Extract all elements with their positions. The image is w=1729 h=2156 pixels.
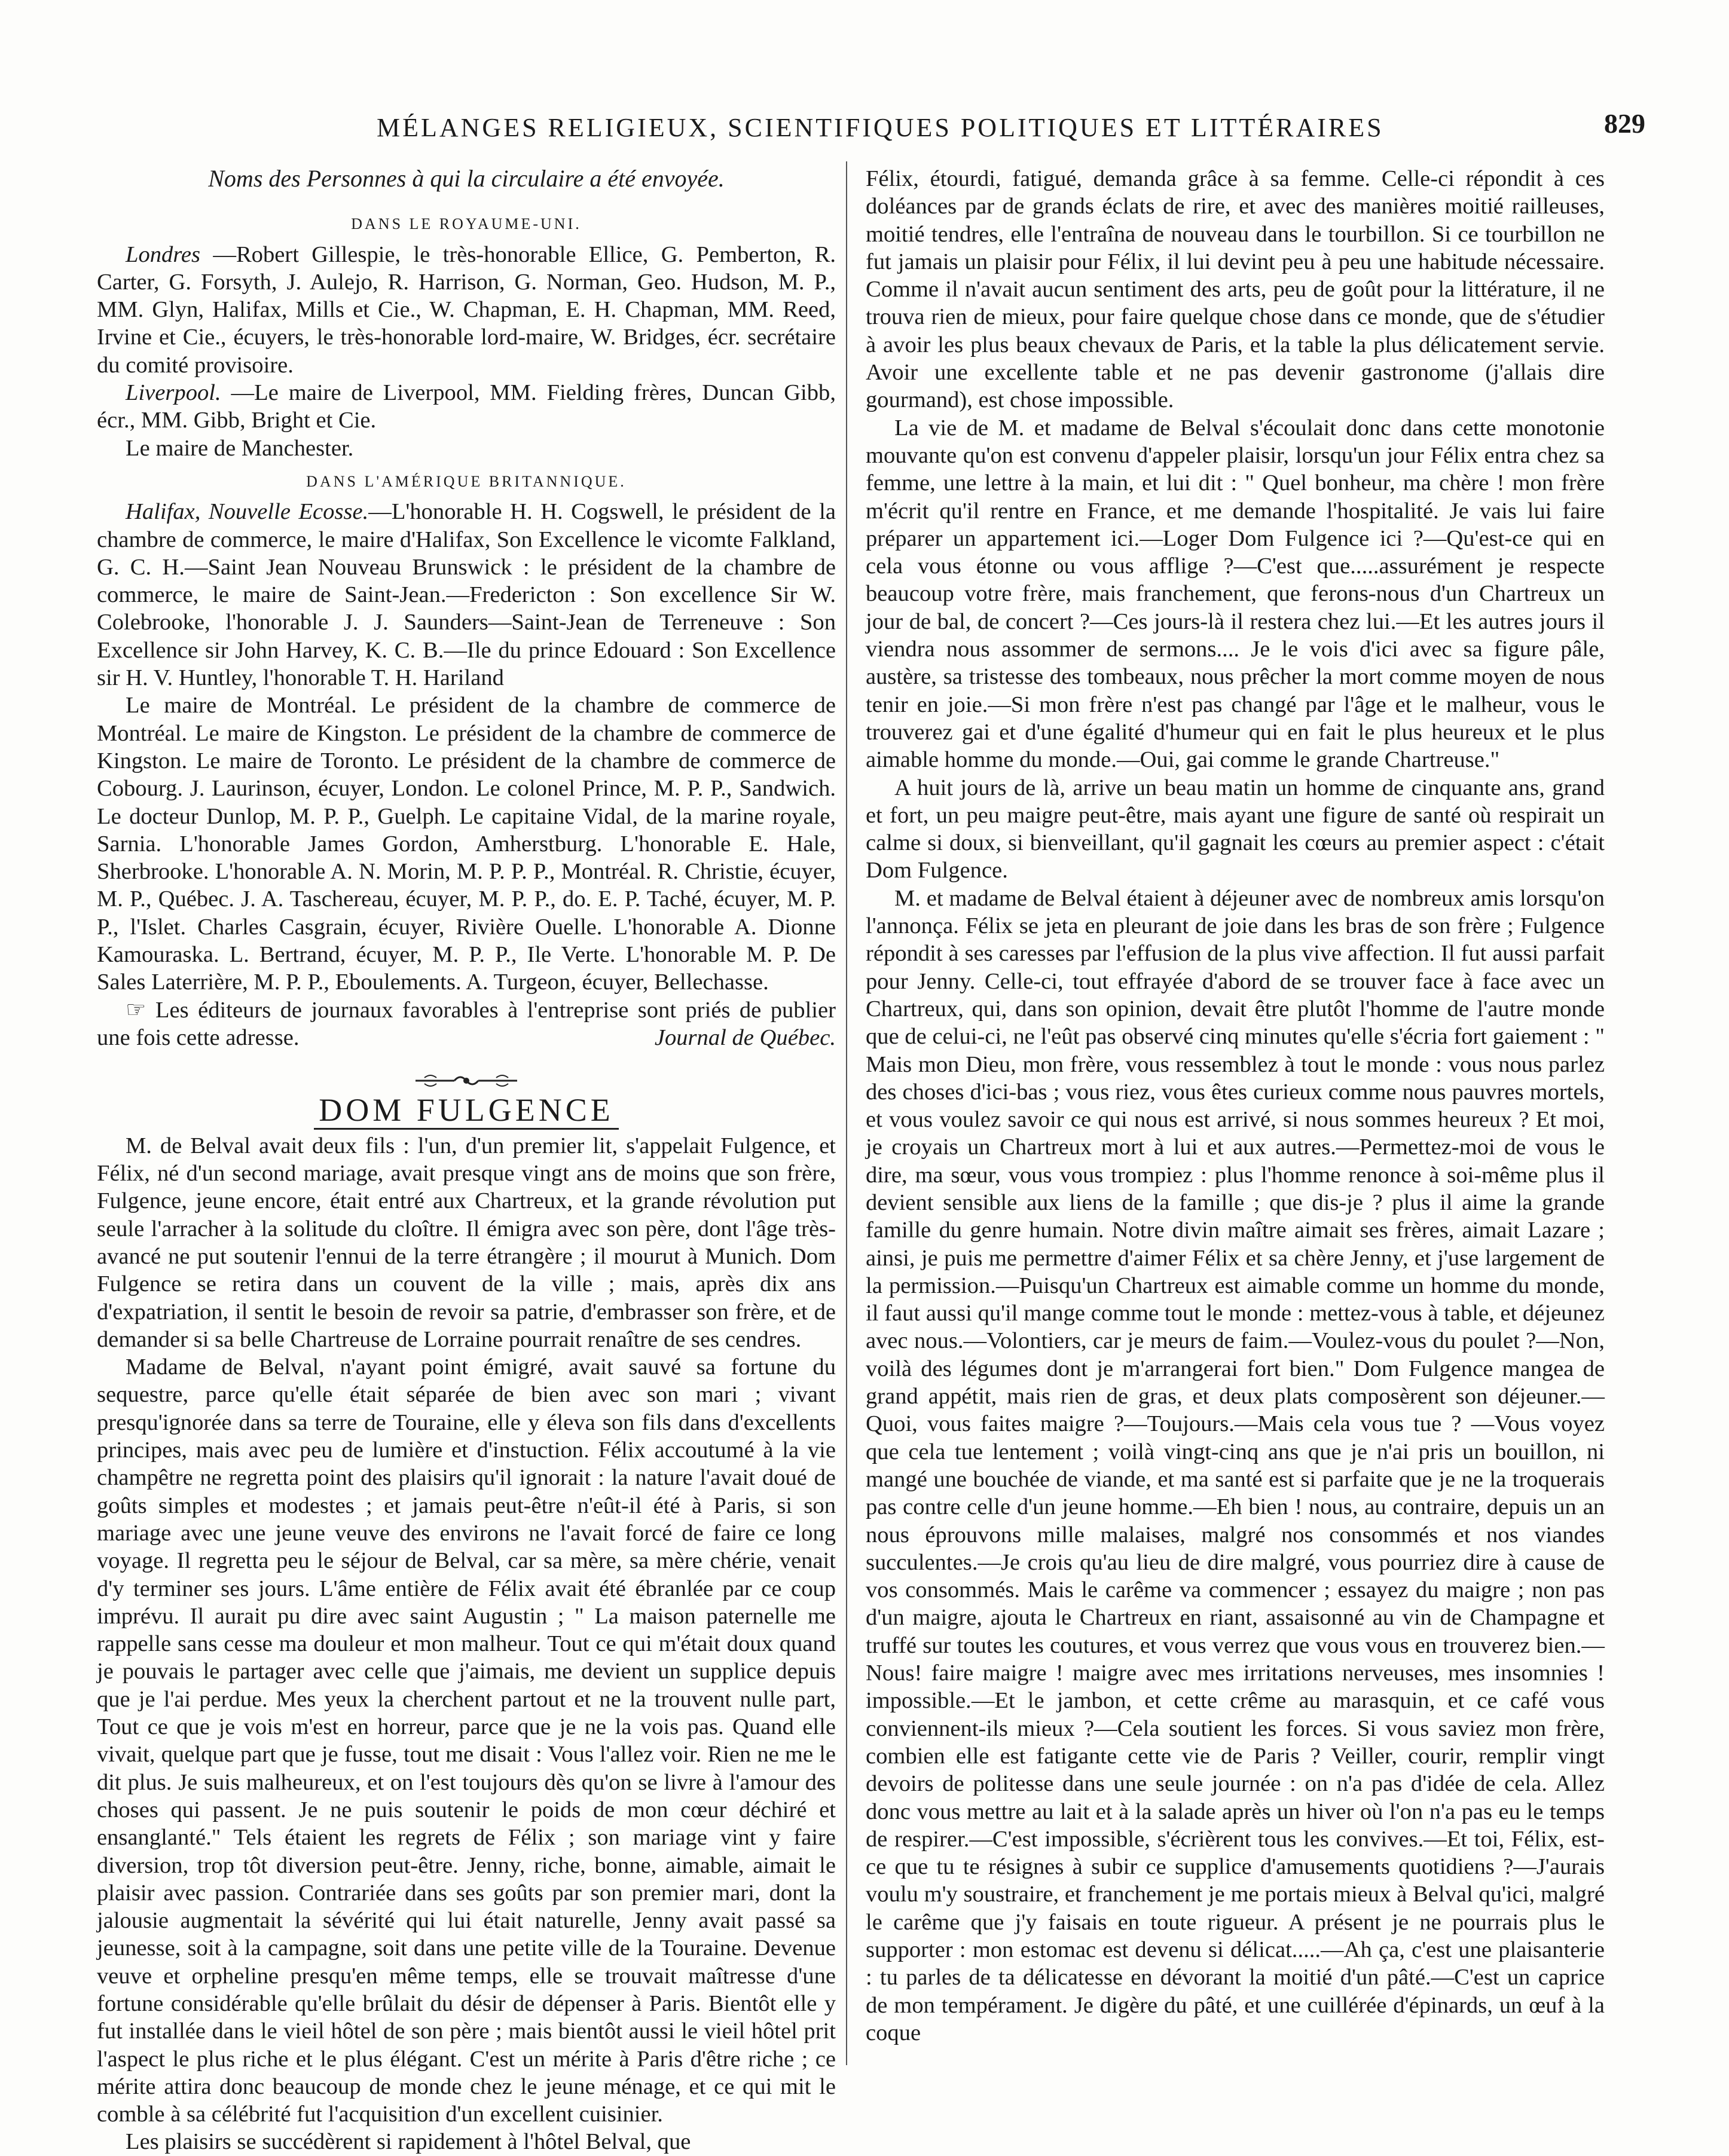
story-paragraph: M. de Belval avait deux fils : l'un, d'un premier lit, s'appelait Fulgence, et Félix, né d'un second mariage, avait presque vingt ans de moins que son frère, Fulgence, jeune encore, était entré aux Chartreux, et la grande révolution put seule l'arracher à la solitude du cloître. Il émigra avec son père, dont l'âge très-avancé ne put soutenir l'ennui de la terre étrangère ; il mourut à Munich. Dom Fulgence se retira dans un couvent de la ville ; mais, après dix ans d'expatriation, il sentit le besoin de revoir sa patrie, d'embrasser son frère, et de demander si sa belle Chartreuse de Lorraine pourrait renaître de ses cendres.	[97, 1133, 836, 1352]
running-head	[96, 100, 1657, 148]
list-entry	[97, 692, 836, 996]
section-heading: DANS LE ROYAUME-UNI.	[351, 215, 582, 233]
page-number: 829	[1604, 108, 1645, 139]
list-entry	[97, 379, 836, 435]
list-entry	[97, 498, 836, 692]
story-paragraph: Madame de Belval, n'ayant point émigré, avait sauvé sa fortune du sequestre, parce qu'elle était séparée de bien avec son mari ; vivant presqu'ignorée dans sa terre de Touraine, elle y éleva son fils dans d'excellents principes, mais avec peu de lumière et d'instuction. Félix accoutumé à la vie champêtre ne regretta point des plaisirs qu'il ignorait : la nature l'avait doué de goûts simples et modestes ; et jamais peut-être n'eût-il été à Paris, si son mariage avec une jeune veuve des environs ne l'avait forcé de faire ce long voyage. Il regretta peu le séjour de Belval, car sa mère, sa mère chérie, venait d'y terminer ses jours. L'âme entière de Félix avait été ébranlée par ce coup imprévu. Il aurait pu dire avec saint Augustin ; " La maison paternelle me rappelle sans cesse ma douleur et mon malheur. Tout ce qui m'était doux quand je pouvais le partager avec celle que j'aimais, me devient un supplice depuis que je l'ai perdue. Mes yeux la cherchent partout et ne la trouvent nulle part, Tout ce que je vois m'est en horreur, parce que je ne la vois pas. Quand elle vivait, quelque part que je fusse, tout me disait : Vous l'allez voir. Rien ne me le dit plus. Je suis malheureux, et on l'est toujours dès qu'on se livre à l'amour des choses qui passent. Je ne puis soutenir le poids de mon cœur déchiré et ensanglanté." Tels étaient les regrets de Félix ; son mariage vint y faire diversion, trop tôt diversion peut-être. Jenny, riche, bonne, aimable, aimait le plaisir avec passion. Contrariée dans ses goûts par son premier mari, dont la jalousie augmentait la sévérité qui lui était naturelle, Jenny avait passé sa jeunesse, soit à la campagne, soit dans une petite ville de la Touraine. Devenue veuve et orpheline presqu'en même temps, elle se trouvait maîtresse d'une fortune considérable qu'elle brûlait du désir de dépenser à Paris. Bientôt elle y fut installée dans le vieil hôtel de son père ; mais bientôt aussi le vieil hôtel prit l'aspect le plus riche et le plus élégant. C'est un mérite à Paris d'être riche ; ce mérite attira donc beaucoup de monde chez le jeune ménage, et ce qui mit le comble à sa célébrité fut l'acquisition d'un excellent cuisinier.	[97, 1354, 836, 2127]
story-title-text: DOM FULGENCE	[314, 1092, 619, 1130]
story-paragraph: Félix, étourdi, fatigué, demanda grâce à sa femme. Celle-ci répondit à ces doléances par de grands éclats de rire, et avec des manières moitié railleuses, moitié tendres, elle l'entraîna de nouveau dans le tourbillon. Si ce tourbillon ne fut jamais un plaisir pour Félix, il lui devint peu à peu une habitude nécessaire. Comme il n'avait aucun sentiment des arts, peu de goût pour la littérature, il ne trouva rien de mieux, pour faire quelque chose dans ce monde, que de s'étudier à avoir les plus beaux chevaux de Paris, et la table la plus délicatement servie. Avoir une excellente table et ne pas devenir gastronome (j'allais dire gourmand), est chose impossible.	[866, 166, 1605, 413]
story-title	[97, 1091, 836, 1128]
list-title: Noms des Personnes à qui la circulaire a été envoyée.	[208, 165, 725, 192]
ornament	[97, 1066, 836, 1093]
entry-place: Londres	[126, 241, 201, 267]
entry-place: Halifax, Nouvelle Ecosse.	[126, 499, 369, 525]
note-signature: Journal de Québec.	[654, 1025, 836, 1050]
running-title: MÉLANGES RELIGIEUX, SCIENTIFIQUES POLITIQUES ET LITTÉRAIRES	[377, 113, 1384, 142]
entry-text: Le maire de Manchester.	[126, 435, 354, 461]
entry-text: —Robert Gillespie, le très-honorable Ellice, G. Pemberton, R. Carter, G. Forsyth, J. Aulejo, R. Harrison, G. Norman, Geo. Hudson, M. P., MM. Glyn, Halifax, Mills et Cie., W. Chapman, E. H. Chapman, MM. Reed, Irvine et Cie., écuyers, le très-honorable lord-maire, W. Bridges, écr. secrétaire du comité provisoire.	[97, 241, 836, 378]
entry-text: —Le maire de Liverpool, MM. Fielding frères, Duncan Gibb, écr., MM. Gibb, Bright et Cie.	[97, 380, 836, 433]
list-entry	[97, 241, 836, 379]
column-rule	[846, 161, 847, 2065]
story-paragraph: A huit jours de là, arrive un beau matin un homme de cinquante ans, grand et fort, un peu maigre peut-être, mais ayant une figure de santé où respirait un calme si doux, si bienveillant, qu'il gagnait les cœurs au premier aspect : c'était Dom Fulgence.	[866, 775, 1605, 883]
entry-place: Liverpool.	[126, 380, 221, 406]
editor-note	[97, 996, 836, 1052]
list-entry	[97, 435, 836, 462]
entry-text: Le maire de Montréal. Le président de la chambre de commerce de Montréal. Le maire de Kingston. Le président de la chambre de commerce de Kingston. Le maire de Toronto. Le président de la chambre de commerce de Cobourg. J. Laurinson, écuyer, London. Le colonel Prince, M. P. P., Sandwich. Le docteur Dunlop, M. P. P., Guelph. Le capitaine Vidal, de la marine royale, Sarnia. L'honorable James Gordon, Amherstburg. L'honorable E. Hale, Sherbrooke. L'honorable A. N. Morin, M. P. P. P., Montréal. R. Christie, écuyer, M. P., Québec. J. A. Taschereau, écuyer, M. P. P., do. E. P. Taché, écuyer, M. P. P., l'Islet. Charles Casgrain, écuyer, Rivière Ouelle. L'honorable A. Dionne Kamouraska. L. Bertrand, écuyer, M. P. P., Ile Verte. L'honorable M. P. De Sales Laterrière, M. P. P., Eboulements. A. Turgeon, écuyer, Bellechasse.	[97, 693, 836, 995]
story-paragraph: La vie de M. et madame de Belval s'écoulait donc dans cette monotonie mouvante qu'on est convenu d'appeler plaisir, lorsqu'un jour Félix entra chez sa femme, une lettre à la main, et lui dit : " Quel bonheur, ma chère ! mon frère m'écrit qu'il rentre en France, et me demande l'hospitalité. Je vais lui faire préparer un appartement ici.—Loger Dom Fulgence ici ?—Qu'est-ce qui en cela vous étonne ou vous afflige ?—C'est que.....assurément je respecte beaucoup votre frère, mais franchement, que ferons-nous d'un Chartreux un jour de bal, de concert ?—Ces jours-là il restera chez lui.—Et les autres jours il viendra nous assommer de sermons.... Je le vois d'ici avec sa figure pâle, austère, sa tristesse des tombeaux, nous prêcher la mort comme moyen de nous tenir en joie.—Si mon frère n'est pas changé par l'âge et le malheur, vous le trouverez gai et d'une égalité d'humeur qui en fait le plus heureux et le plus aimable homme du monde.—Oui, gai comme le grande Chartreuse."	[866, 415, 1605, 773]
story-paragraph: M. et madame de Belval étaient à déjeuner avec de nombreux amis lorsqu'on l'annonça. Félix se jeta en pleurant de joie dans les bras de son frère ; Fulgence répondit à ses caresses par l'effusion de la plus vive affection. Il fut aussi parfait pour Jenny. Celle-ci, tout effrayée d'abord de se trouver face à face avec un Chartreux, qui, dans son opinion, devait être plutôt l'homme de l'autre monde que de celui-ci, ne l'eût pas observé cinq minutes qu'elle s'écria fort gaiement : " Mais mon Dieu, mon frère, vous ressemblez à tout le monde : vous nous parlez des choses d'ici-bas ; vous riez, vous êtes curieux comme nous pauvres mortels, et vous voulez savoir ce qui nous est arrivé, si nous sommes heureux ? Et moi, je croyais un Chartreux mort à lui et aux autres.—Permettez-moi de vous le dire, ma sœur, vous vous trompiez : plus l'homme renonce à soi-même plus il devient sensible aux liens de la famille ; que dis-je ? plus il aime la grande famille du genre humain. Notre divin maître aimait ses frères, aimait Lazare ; ainsi, je puis me permettre d'aimer Félix et sa chère Jenny, et j'use largement de la permission.—Puisqu'un Chartreux est aimable comme un homme du monde, il faut aussi qu'il mange comme tout le monde : mettez-vous à table, et déjeunez avec nous.—Volontiers, car je meurs de faim.—Voulez-vous du poulet ?—Non, voilà des légumes dont je m'arrangerai fort bien." Dom Fulgence mangea de grand appétit, mais rien de gras, et deux plats composèrent son déjeuner.—Quoi, vous faites maigre ?—Toujours.—Mais cela vous tue ? —Vous voyez que cela tue lentement ; voilà vingt-cinq ans que je n'ai pris un bouillon, ni mangé une bouchée de viande, et ma santé est si parfaite que je ne la troquerais pas contre celle d'un jeune homme.—Eh bien ! nous, au contraire, depuis un an nous éprouvons mille malaises, malgré nos consommés et nos viandes succulentes.—Je crois qu'au lieu de dire malgré, vous pourriez dire à cause de vos consommés. Mais le carême va commencer ; essayez du maigre ; non pas d'un maigre, ajouta le Chartreux en riant, assaisonné au vin de Champagne et truffé sur toutes les coutures, et vous verrez que vous vous en trouverez bien.—Nous! faire maigre ! maigre avec mes irritations nerveuses, mes insomnies ! impossible.—Et le jambon, et cette crême au marasquin, et ce café vous conviennent-ils mieux ?—Cela soutient les forces. Si vous saviez mon frère, combien elle est fatigante cette vie de Paris ? Veiller, courir, remplir vingt devoirs de politesse dans une seule journée : on n'a pas d'idée de cela. Allez donc vous mettre au lait et à la salade après un hiver où l'on n'a pas eu le temps de respirer.—C'est impossible, s'écrièrent tous les convives.—Et toi, Félix, est-ce que tu te résignes à subir ce supplice d'amusements quotidiens ?—J'aurais voulu m'y soustraire, et franchement je me portais mieux à Belval qu'ici, malgré le carême que j'y faisais en toute rigueur. A présent je ne pourrais plus le supporter : mon estomac est devenu si délicat.....—Ah ça, c'est une plaisanterie : tu parles de ta délicatesse en dévorant la moitié d'un pâté.—C'est un caprice de mon tempérament. Je digère du pâté, et une cuillérée d'épinards, un œuf à la coque	[866, 885, 1605, 2045]
right-column	[866, 165, 1605, 2047]
note-text: ☞ Les éditeurs de journaux favorables à l'entreprise sont priés de publier une fois cette adresse.	[97, 997, 836, 1050]
flourish-icon	[413, 1072, 520, 1090]
section-heading: DANS L'AMÉRIQUE BRITANNIQUE.	[306, 472, 627, 490]
left-column	[97, 165, 836, 2156]
story-paragraph: Les plaisirs se succédèrent si rapidement à l'hôtel Belval, que	[126, 2129, 691, 2155]
entry-text: —L'honorable H. H. Cogswell, le président de la chambre de commerce, le maire d'Halifax, Son Excellence le vicomte Falkland, G. C. H.—Saint Jean Nouveau Brunswick : le président de la chambre de commerce, le maire de Saint-Jean.—Fredericton : Son excellence Sir W. Colebrooke, l'honorable J. J. Saunders—Saint-Jean de Terreneuve : Son Excellence sir John Harvey, K. C. B.—Ile du prince Edouard : Son Excellence sir H. V. Huntley, l'honorable T. H. Hariland	[97, 499, 836, 691]
